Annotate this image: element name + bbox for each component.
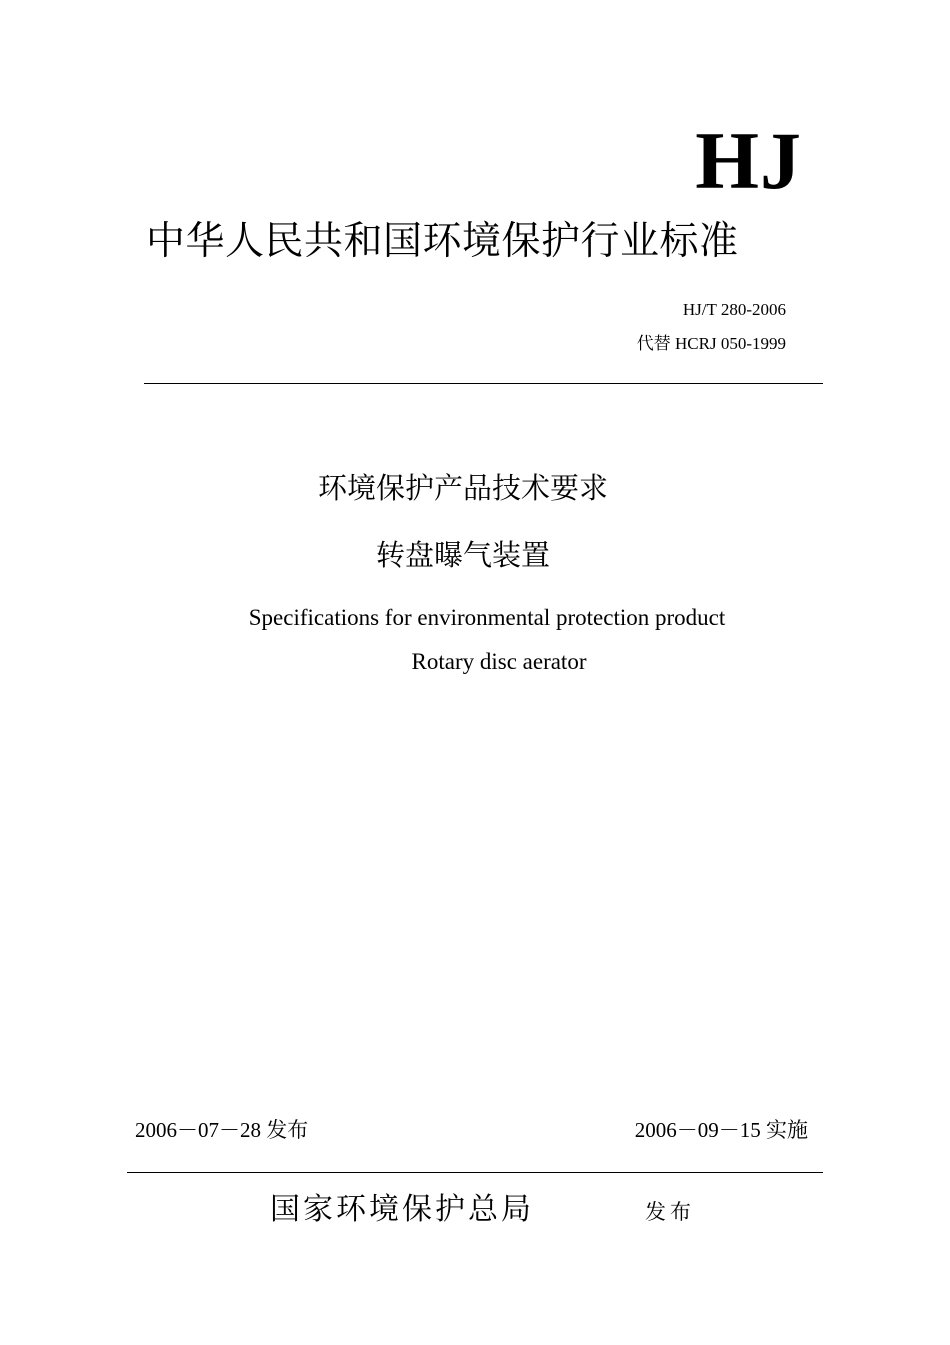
industry-standard-title: 中华人民共和国环境保护行业标准 <box>146 219 739 264</box>
chinese-title-line1: 环境保护产品技术要求 <box>317 471 608 505</box>
hj-logo: HJ <box>695 115 802 206</box>
chinese-title-line2: 转盘曝气装置 <box>375 538 550 572</box>
footer-divider <box>127 1172 823 1173</box>
issue-date: 2006－07－28 发布 <box>135 1118 309 1142</box>
standard-number: HJ/T 280-2006 <box>682 300 786 319</box>
header-divider <box>144 383 823 384</box>
replaces-standard: 代替 HCRJ 050-1999 <box>636 334 786 353</box>
english-title-line1: Specifications for environmental protection product <box>248 605 726 630</box>
english-title-line2: Rotary disc aerator <box>411 649 587 674</box>
implementation-date: 2006－09－15 实施 <box>634 1118 808 1142</box>
publisher: 国家环境保护总局 <box>270 1192 534 1227</box>
published-label: 发布 <box>645 1200 695 1224</box>
